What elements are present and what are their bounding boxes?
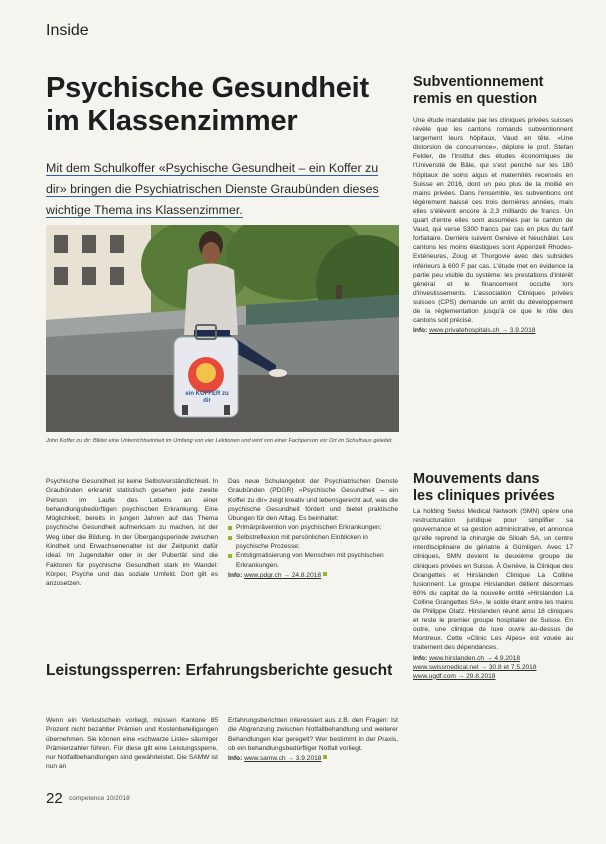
right-article2-title-line-1: Mouvements dans [413, 471, 540, 487]
end-marker-icon [323, 572, 327, 576]
article1-bullet-list [228, 523, 398, 569]
info-label: Info: [228, 571, 243, 579]
article2-title: Leistungssperren: Erfahrungsberichte gesucht [46, 662, 393, 679]
right-article2-link-1[interactable]: www.hirslanden.ch → 4.9.2018 [429, 654, 521, 662]
right-article1-body [413, 116, 573, 335]
info-label: Info: [413, 327, 428, 335]
lead-paragraph: Mit dem Schulkoffer «Psychische Gesundheit – ein Koffer zu dir» bringen die Psychiatrischen Dienste Graubünden dieses wichtige Thema ins Klassenzimmer. [46, 161, 379, 217]
right-article2-link-row [413, 672, 573, 681]
headline-line-1: Psychische Gesundheit [46, 72, 369, 104]
right-article1-info-link[interactable]: www.privatehospitals.ch → 3.9.2018 [429, 327, 536, 335]
article1-info [228, 571, 398, 580]
article2-column-1 [46, 716, 218, 772]
suitcase-logo-text: ein KOFFER zu dir [185, 391, 229, 404]
right-article2-title [413, 471, 573, 505]
right-article1-info [413, 326, 573, 335]
article2-body-1: Wenn ein Verlustschein vorliegt, müssen Kantone 85 Prozent nicht bezahlter Prämien und Kostenbeteiligungen übernehmen. Sie können eine «schwarze Liste» säumiger Prämienzahler führen. Für diese gilt eine Leistungssperre, nur Notfallbehandlungen sind gewährleistet. Die SAMW ist nun an [46, 717, 218, 771]
right-article1-title-line-2: remis en question [413, 91, 538, 107]
right-article2-body [413, 507, 573, 681]
article1-info-link[interactable]: www.pdgr.ch → 24.8.2018 [244, 571, 322, 579]
right-article2-link-2[interactable]: www.swissmedical.net → 30.8 et 7.5.2018 [413, 663, 537, 671]
article2-column-2 [228, 716, 398, 763]
article2-info-link[interactable]: www.samw.ch → 3.9.2018 [244, 755, 322, 763]
right-article2-link-row [413, 663, 573, 672]
info-label: Info: [413, 654, 428, 662]
article1-column-1 [46, 477, 218, 589]
article2-body-2: Erfahrungsberichten interessiert aus z.B. den Fragen: Ist die Abgrenzung zwischen Notfallbehandlung und weiterer Behandlungen klar geregelt? Wer bestimmt in der Praxis, ob ein behandlungsbedürftiger Notfall vorliegt. [228, 717, 398, 752]
right-article1-title-line-1: Subventionnement [413, 74, 544, 90]
photo-caption: John Koffer zu dir: Bildet eine Unterrichtseinheit im Umfang von vier Lektionen und wird von einer Fachperson vor Ort im Schulhaus geleitet. [46, 438, 393, 444]
right-article1-title [413, 74, 573, 108]
list-item: Entstigmatisierung von Menschen mit psychischen Erkrankungen. [228, 551, 398, 570]
section-label: Inside [46, 22, 89, 39]
right-article2-info [413, 654, 573, 663]
end-marker-icon [323, 755, 327, 759]
headline [46, 72, 396, 138]
article1-body-2: Das neue Schulangebot der Psychiatrischen Dienste Graubünden (PDGR) «Psychische Gesundheit – ein Koffer zu dir» zeigt kreativ und lebensgerecht auf, was die psychische Gesundheit fördert und bietet praktische Übungen für den Alltag. Es beinhaltet: [228, 478, 398, 523]
right-article2-text: La holding Swiss Medical Network (SMN) opère une restructuration juridique pour simplifier sa gouvernance et sa gestion administrative, et annonce qu'elle reprend la chirurgie de Siloah SA, un centre interdisciplinaire de gériatrie à Gümligen. Avec 17 cliniques, SMN devient le deuxième groupe de cliniques privées en Suisse. À Genève, la Clinique des Grangettes et Hirslanden Clinique La Colline fusionnent. Le groupe Hirslanden détient désormais 60% du capital de la nouvelle entité «Hirslanden La Colline Grangettes SA», le solde étant entre les mains de Philippe Glatz. Hirslanden réunit ainsi 18 cliniques et reste le premier groupe hospitalier de Suisse. En outre, une clinique de luxe ouvre au-dessus de Montreux. Cette «Clinic Les Alpes» est vouée au traitement des dépendances. [413, 508, 573, 652]
page-number: 22 [46, 790, 63, 807]
article1-column-2 [228, 477, 398, 580]
right-article2-title-line-2: les cliniques privées [413, 488, 555, 504]
list-item: Selbstreflexion mit persönlichen Einblicken in psychische Prozesse; [228, 533, 398, 552]
article-photo [46, 225, 399, 432]
list-item: Primärprävention von psychischen Erkrankungen; [228, 523, 398, 532]
article1-body-1: Psychische Gesundheit ist keine Selbstverständlichkeit. In Graubünden erkrankt statistisch gesehen jede zweite Person im Laufe des Lebens an einer behandlungsbedürftigen psychischen Erkrankung. Eine Möglichkeit, bereits in jungen Jahren auf das Thema psychische Gesundheit aufmerksam zu machen, ist der Weg über die Bildung. In der Übergangsperiode zwischen Kindheit und Erwachsenenalter ist der Zeitpunkt dafür ideal. Im Jugendalter oder in der Pubertät sind die Faktoren für psychische Gesundheit stark im Wandel: Körper, Psyche und das soziale Umfeld. Dort gilt es anzusetzen. [46, 478, 218, 588]
info-label: Info: [228, 755, 243, 763]
headline-line-2: im Klassenzimmer [46, 105, 298, 137]
right-article1-text: Une étude mandatée par les cliniques privées suisses révèle que les cantons romands subventionnent largement leurs hôpitaux, Vaud en tête. «Une distorsion de concurrence», déplore le prof. Stefan Felder, de l'Institut des études économiques de l'Université de Bâle, qui s'est penché sur les 180 hôpitaux de soins aigus et maternités recensés en Suisse en 2016, dont un peu plus de la moitié en mains privées. Dans l'ensemble, les subventions ont légèrement baissé ces trois dernières années, mais elles s'élèvent encore à 2,3 milliards de francs. Un quart d'entre elles sont assumées par le canton de Vaud, qui verse 5300 francs par cas en plus du tarif forfaitaire. Derrière suivent Genève et Neuchâtel. Les cantons les moins élastiques sont Appenzell Rhodes-Extérieures, Zoug et Thurgovie avec des subsides inférieurs à 600 F par cas. L'étude met en évidence la partie peu visible du système: les prestations d'intérêt général et le financement occulte lors d'investissements. L'association Cliniques privées suisses (CPS) demande un arrêt du développement de la réglementation jusqu'à ce que le rôle des cantons soit précisé. [413, 117, 573, 325]
magazine-issue: competence 10/2018 [69, 795, 130, 802]
article2-info [228, 754, 398, 763]
right-article2-link-3[interactable]: www.ugdf.com → 29.8.2018 [413, 672, 496, 680]
